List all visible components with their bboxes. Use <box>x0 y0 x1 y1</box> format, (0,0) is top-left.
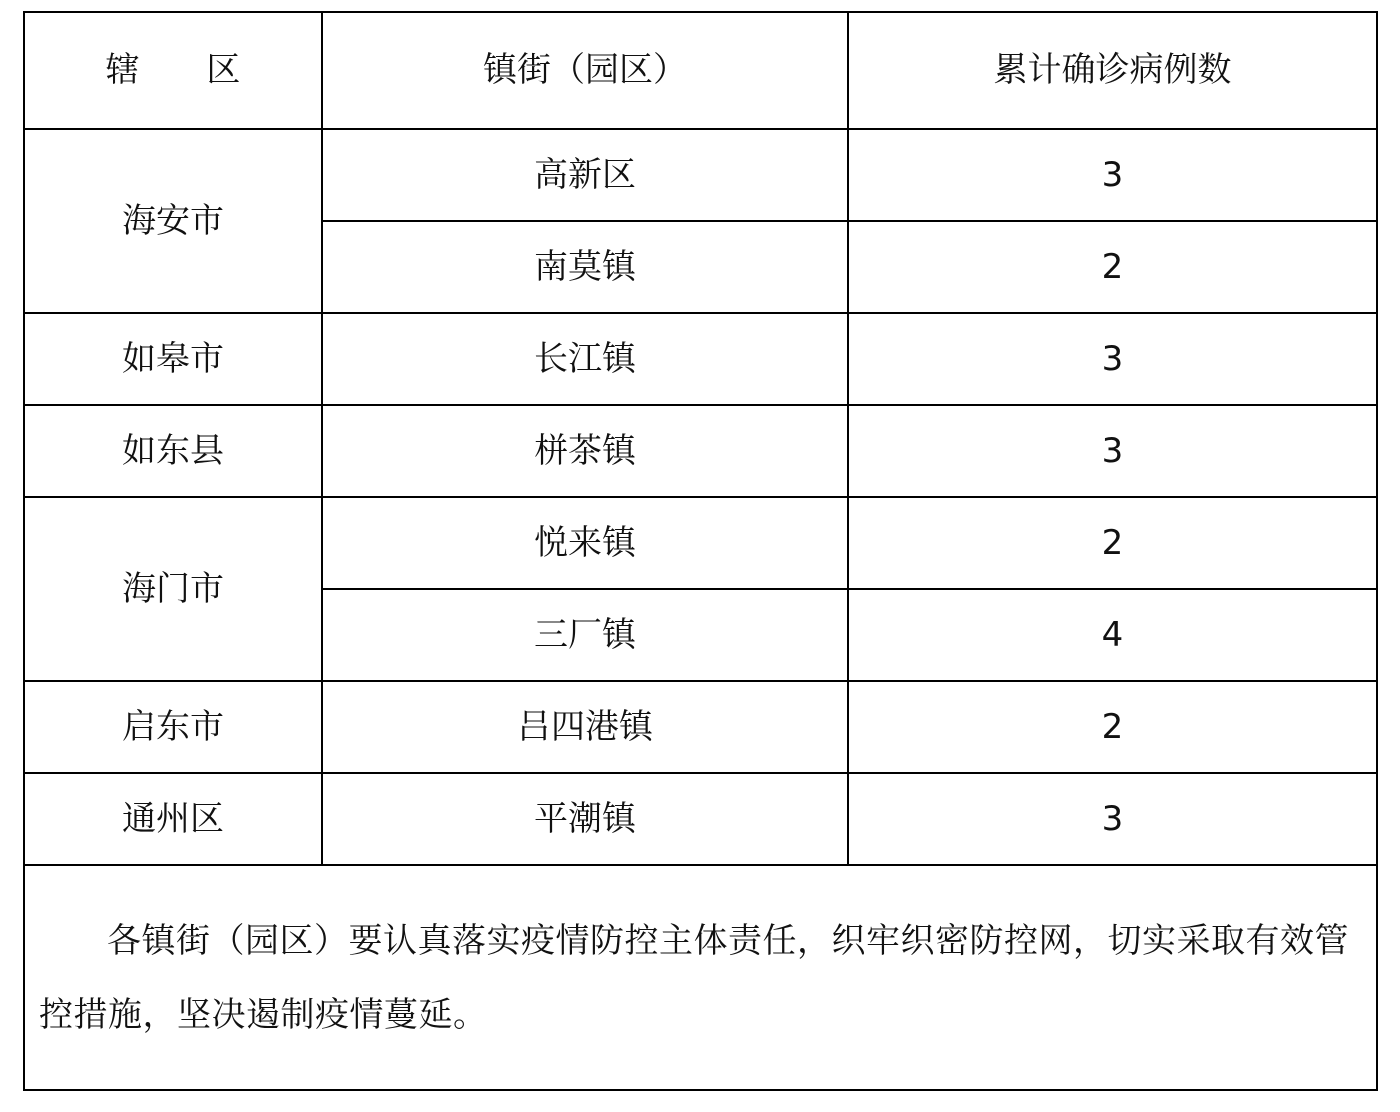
count-cell: 3 <box>848 129 1377 221</box>
district-cell: 通州区 <box>24 773 322 865</box>
town-cell: 南莫镇 <box>322 221 848 313</box>
table-row <box>24 497 1377 589</box>
table-row <box>24 313 1377 405</box>
table-row <box>24 681 1377 773</box>
count-cell: 2 <box>848 221 1377 313</box>
table-row <box>24 773 1377 865</box>
count-cell: 4 <box>848 589 1377 681</box>
district-cell: 如东县 <box>24 405 322 497</box>
table-row <box>24 405 1377 497</box>
header-count: 累计确诊病例数 <box>848 12 1377 129</box>
table-header-row <box>24 12 1377 129</box>
district-cell: 如皋市 <box>24 313 322 405</box>
note-text: 各镇街（园区）要认真落实疫情防控主体责任，织牢织密防控网，切实采取有效管控措施，坚决遏制疫情蔓延。 <box>39 920 1349 1035</box>
table-row <box>24 129 1377 221</box>
header-district: 辖 区 <box>24 12 322 129</box>
district-cell: 海门市 <box>24 497 322 681</box>
town-cell: 三厂镇 <box>322 589 848 681</box>
district-cell: 启东市 <box>24 681 322 773</box>
count-cell: 2 <box>848 497 1377 589</box>
town-cell: 栟茶镇 <box>322 405 848 497</box>
note-cell <box>24 865 1377 1090</box>
district-cell: 海安市 <box>24 129 322 313</box>
town-cell: 高新区 <box>322 129 848 221</box>
town-cell: 长江镇 <box>322 313 848 405</box>
count-cell: 2 <box>848 681 1377 773</box>
count-cell: 3 <box>848 313 1377 405</box>
town-cell: 悦来镇 <box>322 497 848 589</box>
town-cell: 平潮镇 <box>322 773 848 865</box>
count-cell: 3 <box>848 773 1377 865</box>
town-cell: 吕四港镇 <box>322 681 848 773</box>
header-town: 镇街（园区） <box>322 12 848 129</box>
note-row <box>24 865 1377 1090</box>
count-cell: 3 <box>848 405 1377 497</box>
cases-table <box>23 11 1378 1091</box>
